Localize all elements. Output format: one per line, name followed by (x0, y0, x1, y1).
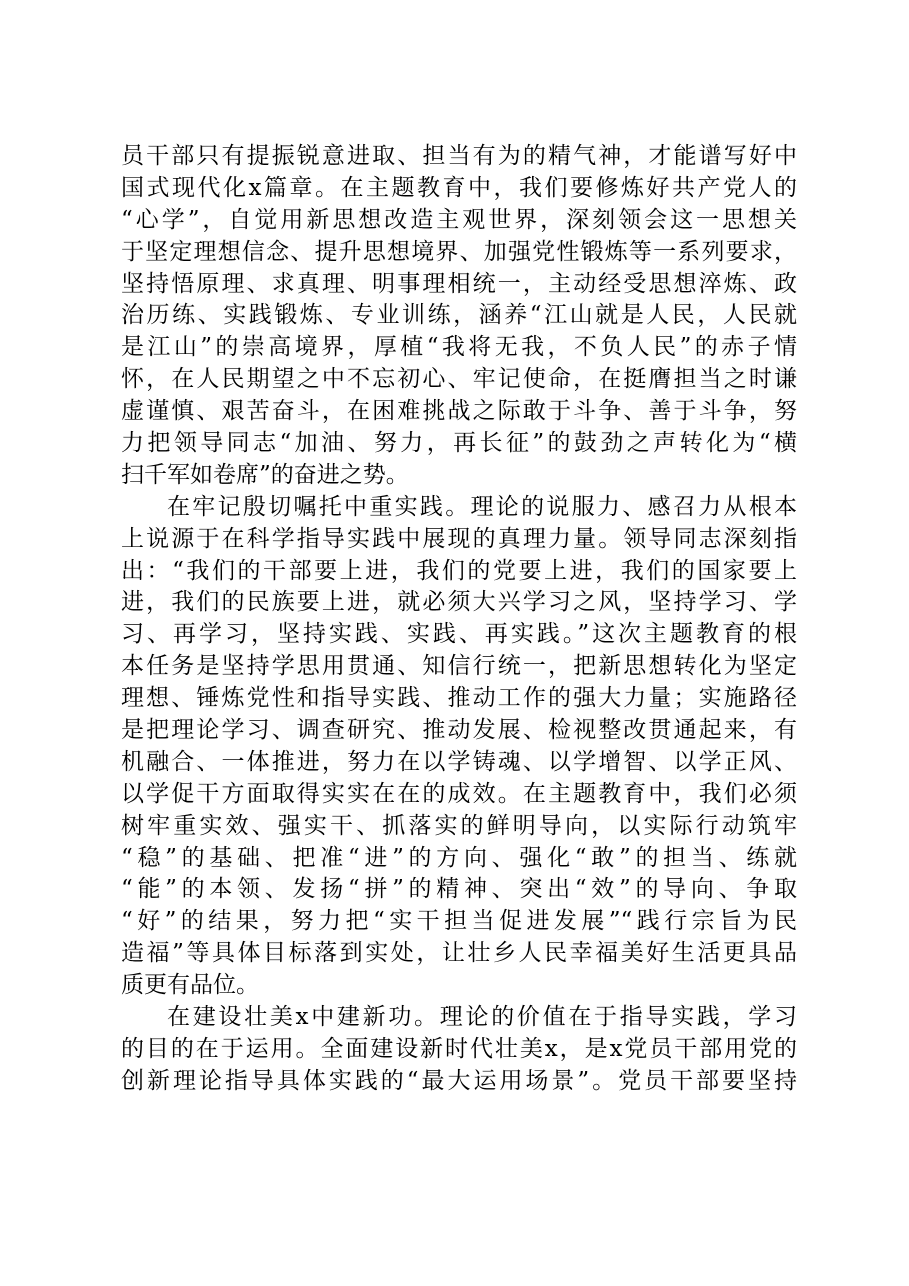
text-line: 坚持悟原理、求真理、明事理相统一，主动经受思想淬炼、政 (121, 270, 797, 297)
paragraph-2 (121, 492, 797, 1002)
text-line: 国式现代化x篇章。在主题教育中，我们要修炼好共产党人的 (121, 174, 797, 201)
text-line: 上说源于在科学指导实践中展现的真理力量。领导同志深刻指 (121, 525, 797, 552)
text-line: 习、再学习，坚持实践、实践、再实践。”这次主题教育的根 (121, 621, 797, 648)
text-line: 理想、锤炼党性和指导实践、推动工作的强大力量；实施路径 (121, 685, 797, 712)
text-line: 出：“我们的干部要上进，我们的党要上进，我们的国家要上 (121, 557, 797, 584)
text-line: 在建设壮美x中建新功。理论的价值在于指导实践，学习 (167, 1004, 797, 1031)
text-line: 治历练、实践锻炼、专业训练，涵养“江山就是人民，人民就 (121, 302, 797, 329)
text-line: 是江山”的崇高境界，厚植“我将无我，不负人民”的赤子情 (121, 334, 797, 361)
text-line: 力把领导同志“加油、努力，再长征”的鼓劲之声转化为“横 (121, 430, 797, 457)
text-line: 是把理论学习、调查研究、推动发展、检视整改贯通起来，有 (121, 717, 797, 744)
text-line: 以学促干方面取得实实在在的成效。在主题教育中，我们必须 (121, 780, 797, 807)
text-line: 的目的在于运用。全面建设新时代壮美x，是x党员干部用党的 (121, 1035, 797, 1062)
text-line: 于坚定理想信念、提升思想境界、加强党性锻炼等一系列要求， (121, 238, 797, 265)
text-line: 机融合、一体推进，努力在以学铸魂、以学增智、以学正风、 (121, 748, 797, 775)
text-line: 创新理论指导具体实践的“最大运用场景”。党员干部要坚持 (121, 1067, 797, 1094)
text-line: “能”的本领、发扬“拼”的精神、突出“效”的导向、争取 (121, 876, 797, 903)
text-line: 树牢重实效、强实干、抓落实的鲜明导向，以实际行动筑牢 (121, 812, 797, 839)
text-line: 进，我们的民族要上进，就必须大兴学习之风，坚持学习、学 (121, 589, 797, 616)
text-line: 在牢记殷切嘱托中重实践。理论的说服力、感召力从根本 (167, 493, 797, 520)
text-line: 虚谨慎、艰苦奋斗，在困难挑战之际敢于斗争、善于斗争，努 (121, 398, 797, 425)
text-line: 质更有品位。 (121, 972, 259, 999)
text-line: 造福”等具体目标落到实处，让壮乡人民幸福美好生活更具品 (121, 940, 797, 967)
text-line: “心学”，自觉用新思想改造主观世界，深刻领会这一思想关 (121, 206, 797, 233)
paragraph-1 (121, 141, 797, 492)
paragraph-3 (121, 1002, 797, 1098)
text-line: 扫千军如卷席”的奋进之势。 (121, 461, 409, 488)
text-line: 员干部只有提振锐意进取、担当有为的精气神，才能谱写好中 (121, 143, 797, 169)
text-line: “稳”的基础、把准“进”的方向、强化“敢”的担当、练就 (121, 844, 797, 871)
text-line: “好”的结果，努力把“实干担当促进发展”“践行宗旨为民 (121, 908, 797, 935)
document-body (121, 141, 797, 1098)
text-line: 怀，在人民期望之中不忘初心、牢记使命，在挺膺担当之时谦 (121, 366, 797, 393)
text-line: 本任务是坚持学思用贯通、知信行统一，把新思想转化为坚定 (121, 653, 797, 680)
